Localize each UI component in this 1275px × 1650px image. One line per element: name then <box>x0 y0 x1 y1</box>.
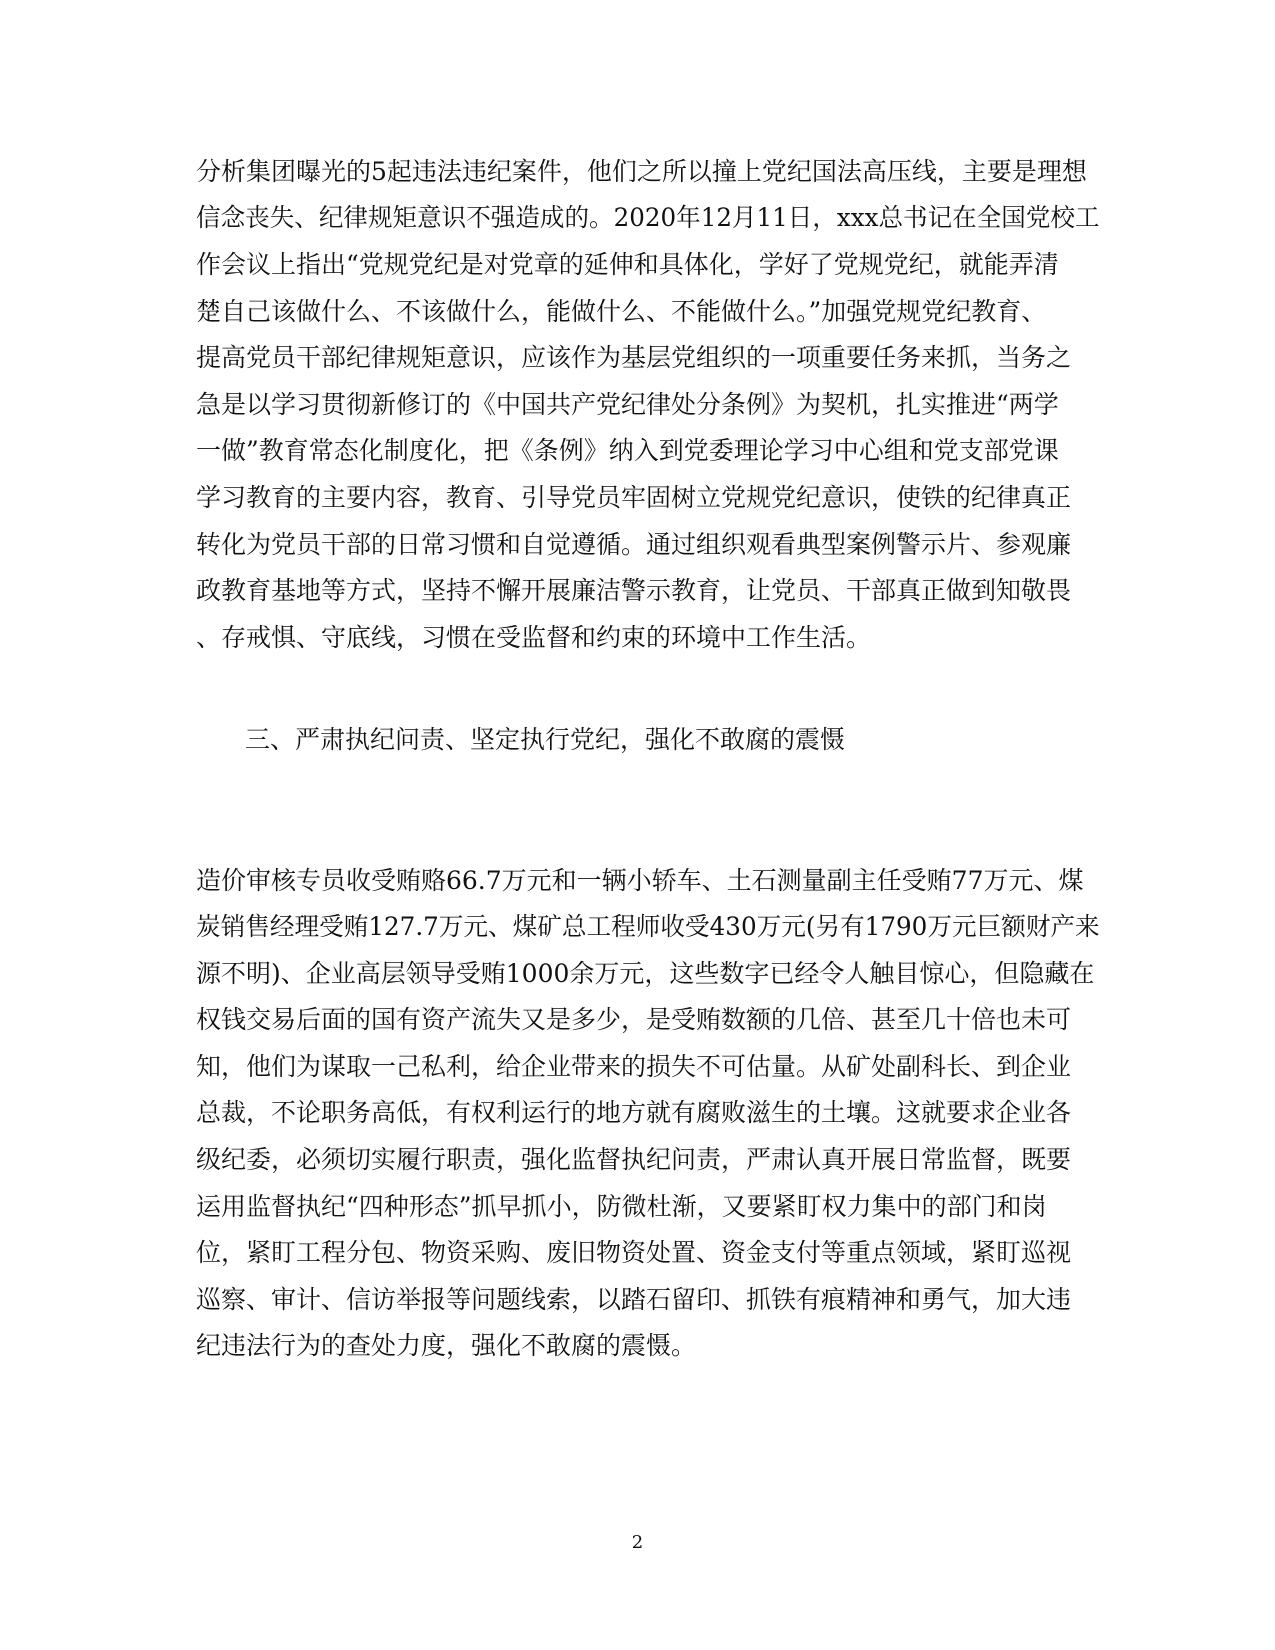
text-line: 位，紧盯工程分包、物资采购、废旧物资处置、资金支付等重点领域，紧盯巡视 <box>196 1238 1072 1267</box>
text-line: 知，他们为谋取一己私利，给企业带来的损失不可估量。从矿处副科长、到企业 <box>196 1052 1072 1081</box>
text-line: 分析集团曝光的5起违法违纪案件，他们之所以撞上党纪国法高压线，主要是理想 <box>196 157 1087 186</box>
text-line: 、存戒惧、守底线，习惯在受监督和约束的环境中工作生活。 <box>196 623 872 652</box>
section-heading: 三、严肃执纪问责、坚定执行党纪，强化不敢腐的震慑 <box>245 725 846 754</box>
text-line: 巡察、审计、信访举报等问题线索，以踏石留印、抓铁有痕精神和勇气，加大违 <box>196 1285 1072 1314</box>
text-line: 炭销售经理受贿127.7万元、煤矿总工程师收受430万元(另有1790万元巨额财产来 <box>196 912 1100 941</box>
text-line: 造价审核专员收受贿赂66.7万元和一辆小轿车、土石测量副主任受贿77万元、煤 <box>196 866 1084 895</box>
page-number: 2 <box>631 1532 644 1553</box>
text-line: 纪违法行为的查处力度，强化不敢腐的震慑。 <box>196 1331 697 1360</box>
text-line: 一做”教育常态化制度化，把《条例》纳入到党委理论学习中心组和党支部党课 <box>196 436 1059 465</box>
text-line: 信念丧失、纪律规矩意识不强造成的。2020年12月11日，xxx总书记在全国党校工 <box>196 203 1100 232</box>
text-line: 总裁，不论职务高低，有权利运行的地方就有腐败滋生的土壤。这就要求企业各 <box>196 1098 1072 1127</box>
text-line: 权钱交易后面的国有资产流失又是多少，是受贿数额的几倍、甚至几十倍也未可 <box>196 1005 1072 1034</box>
text-line: 运用监督执纪“四种形态”抓早抓小，防微杜渐，又要紧盯权力集中的部门和岗 <box>196 1192 1047 1221</box>
text-line: 急是以学习贯彻新修订的《中国共产党纪律处分条例》为契机，扎实推进“两学 <box>196 390 1059 419</box>
text-line: 政教育基地等方式，坚持不懈开展廉洁警示教育，让党员、干部真正做到知敬畏 <box>196 576 1072 605</box>
text-line: 源不明)、企业高层领导受贿1000余万元，这些数字已经令人触目惊心，但隐藏在 <box>196 959 1095 988</box>
text-line: 作会议上指出“党规党纪是对党章的延伸和具体化，学好了党规党纪，就能弄清 <box>196 250 1059 279</box>
text-line: 学习教育的主要内容，教育、引导党员牢固树立党规党纪意识，使铁的纪律真正 <box>196 483 1072 512</box>
text-line: 级纪委，必须切实履行职责，强化监督执纪问责，严肃认真开展日常监督，既要 <box>196 1145 1072 1174</box>
text-line: 楚自己该做什么、不该做什么，能做什么、不能做什么。”加强党规党纪教育、 <box>196 297 1047 326</box>
text-line: 转化为党员干部的日常习惯和自觉遵循。通过组织观看典型案例警示片、参观廉 <box>196 530 1072 559</box>
text-line: 提高党员干部纪律规矩意识，应该作为基层党组织的一项重要任务来抓，当务之 <box>196 343 1072 372</box>
